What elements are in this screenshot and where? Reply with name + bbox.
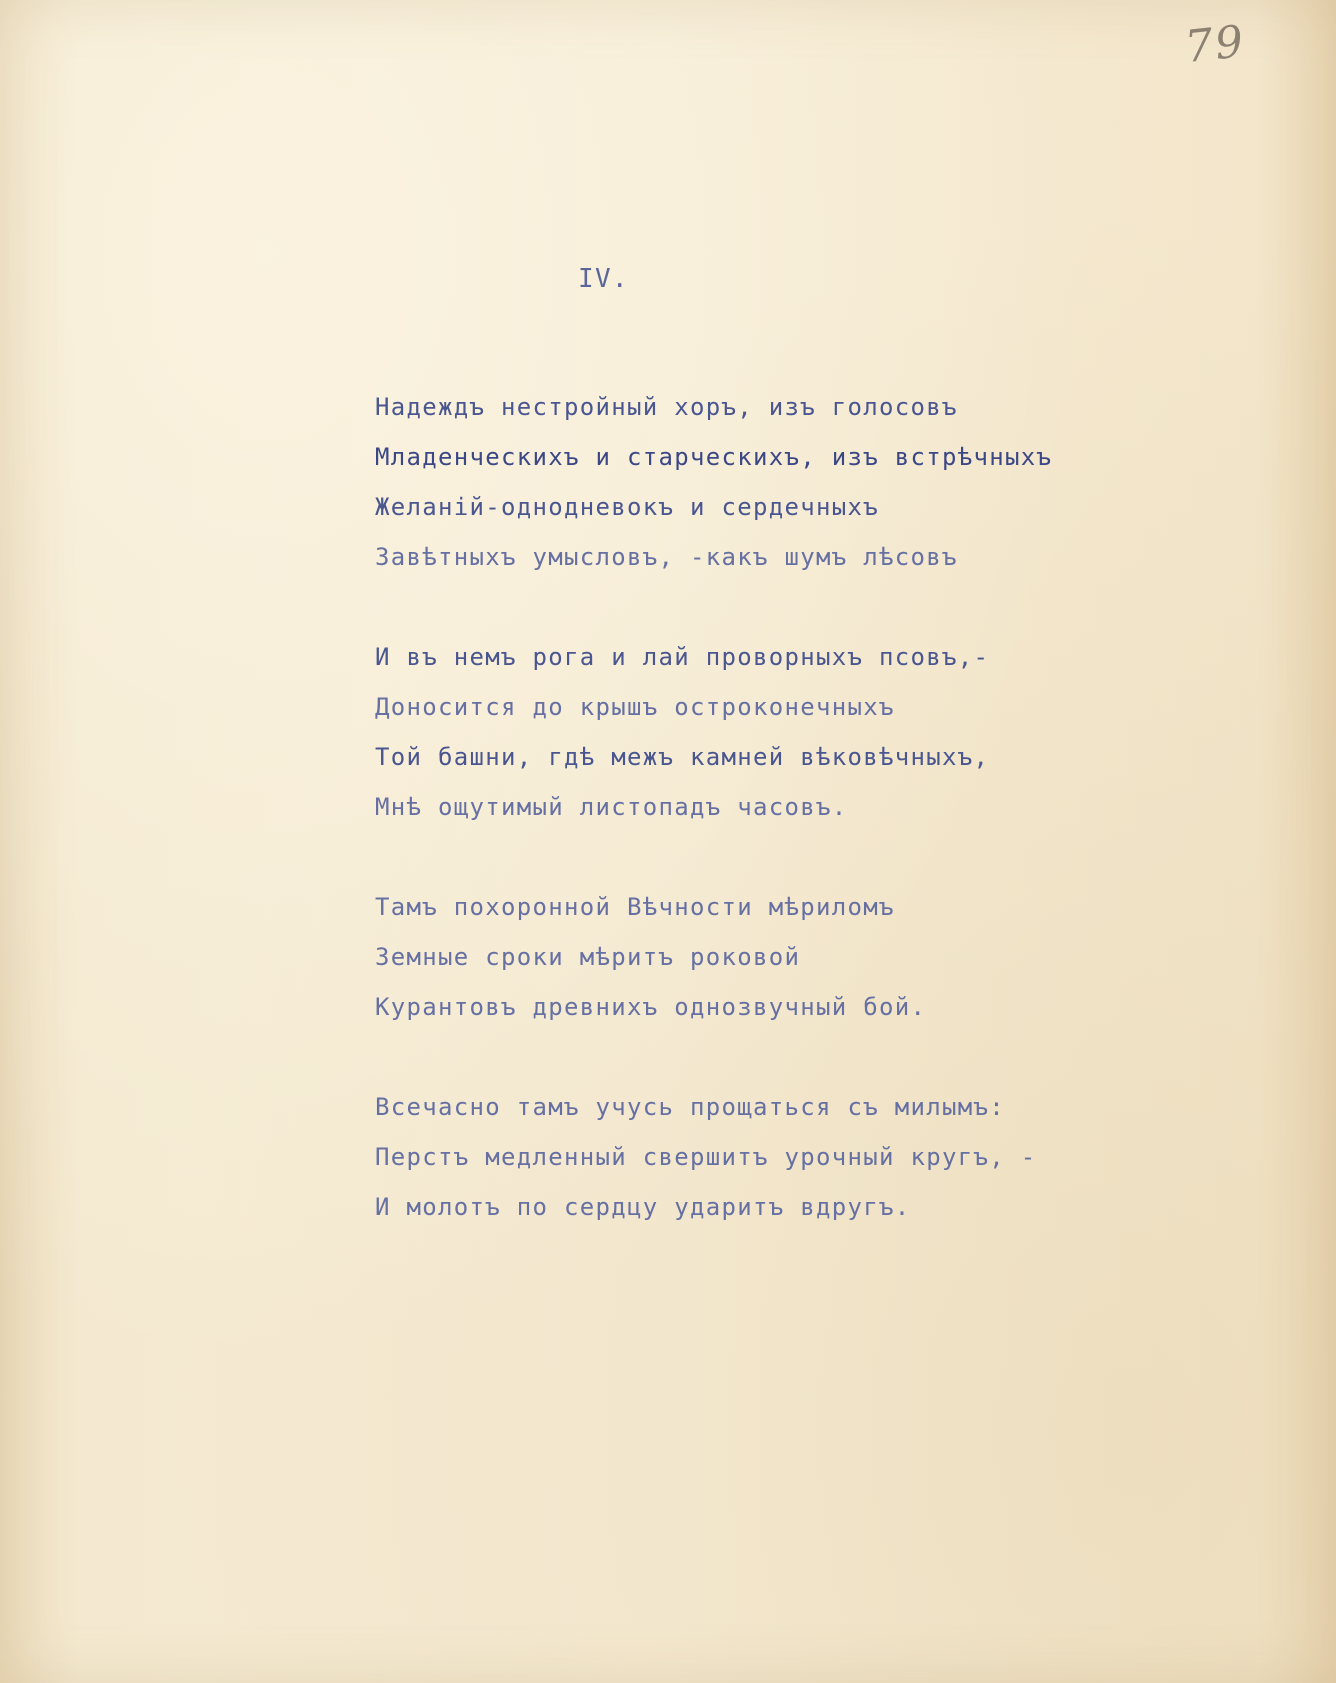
poem-line: Курантовъ древнихъ однозвучный бой. — [375, 993, 927, 1021]
stanza-1 — [375, 382, 1195, 582]
stanza-2 — [375, 632, 1195, 832]
poem-line: Мнѣ ощутимый листопадъ часовъ. — [375, 793, 848, 821]
folio-number: 79 — [1182, 16, 1248, 74]
stanza-3 — [375, 882, 1195, 1032]
poem-line: Земные сроки мѣритъ роковой — [375, 943, 801, 971]
poem-line: Всечасно тамъ учусь прощаться съ милымъ: — [375, 1093, 1005, 1121]
poem-line: Той башни, гдѣ межъ камней вѣковѣчныхъ, — [375, 743, 990, 771]
poem-line: Тамъ похоронной Вѣчности мѣриломъ — [375, 893, 895, 921]
section-number: IV. — [578, 264, 629, 294]
poem-line: Младенческихъ и старческихъ, изъ встрѣчныхъ — [375, 443, 1053, 471]
poem-line: Желаній-однодневокъ и сердечныхъ — [375, 493, 879, 521]
poem — [375, 382, 1195, 1282]
poem-line: И молотъ по сердцу ударитъ вдругъ. — [375, 1193, 911, 1221]
poem-line: Надеждъ нестройный хоръ, изъ голосовъ — [375, 393, 958, 421]
stanza-4 — [375, 1082, 1195, 1232]
poem-line: И въ немъ рога и лай проворныхъ псовъ,- — [375, 643, 990, 671]
poem-line: Завѣтныхъ умысловъ, -какъ шумъ лѣсовъ — [375, 543, 958, 571]
poem-line: Перстъ медленный свершитъ урочный кругъ, - — [375, 1143, 1037, 1171]
poem-line: Доносится до крышъ остроконечныхъ — [375, 693, 895, 721]
